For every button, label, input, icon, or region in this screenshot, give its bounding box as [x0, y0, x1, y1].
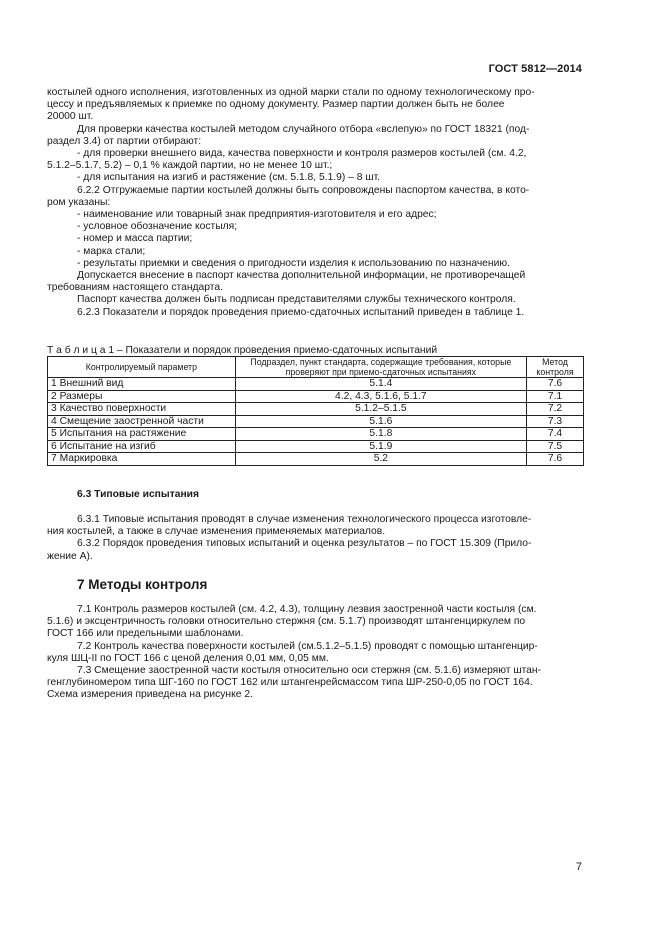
section-7-text: [47, 604, 583, 702]
section-6-3-text: [47, 514, 583, 563]
text-line: требованиям настоящего стандарта.: [47, 282, 223, 294]
cell-param: 6 Испытание на изгиб: [48, 440, 236, 453]
text-line: Допускается внесение в паспорт качества дополнительной информации, не противоречащей: [77, 270, 526, 282]
table-row: [48, 415, 584, 428]
cell-method: 7.3: [527, 415, 584, 428]
table-row: [48, 453, 584, 466]
cell-method: 7.1: [527, 390, 584, 403]
text-line: 7.2 Контроль качества поверхности костылей (см.5.1.2–5.1.5) проводят с помощью штангенцир-: [77, 640, 538, 652]
cell-param: 7 Маркировка: [48, 453, 236, 466]
header-param: Контролируемый параметр: [48, 357, 236, 378]
text-line: ГОСТ 166 или предельными шаблонами.: [47, 628, 244, 640]
text-line: генглубиномером типа ШГ-160 по ГОСТ 162 или штангенрейсмассом типа ШР-250-0,05 по ГОСТ 164.: [47, 677, 533, 689]
text-line: 7.3 Смещение заостренной части костыля относительно оси стержня (см. 5.1.6) измеряют штан-: [77, 665, 542, 677]
cell-clause: 5.1.9: [235, 440, 526, 453]
text-line: - условное обозначение костыля;: [77, 221, 238, 233]
cell-method: 7.4: [527, 428, 584, 441]
text-line: - наименование или товарный знак предприятия-изготовителя и его адрес;: [77, 209, 437, 221]
text-line: 5.1.6) и эксцентричность головки относительно стержня (см. 5.1.7) производят штангенциркулем по: [47, 616, 526, 628]
text-line: - марка стали;: [77, 245, 146, 257]
acceptance-tests-table: [47, 356, 584, 466]
text-line: - для испытания на изгиб и растяжение (см. 5.1.8, 5.1.9) – 8 шт.: [77, 172, 381, 184]
cell-param: 1 Внешний вид: [48, 378, 236, 391]
text-line: 6.2.3 Показатели и порядок проведения приемо-сдаточных испытаний приведен в таблице 1.: [77, 306, 525, 318]
text-line: раздел 3.4) от партии отбирают:: [47, 135, 202, 147]
table-row: [48, 390, 584, 403]
table-row: [48, 440, 584, 453]
cell-method: 7.6: [527, 378, 584, 391]
cell-clause: 5.1.6: [235, 415, 526, 428]
text-line: - номер и масса партии;: [77, 233, 193, 245]
text-line: 20000 шт.: [47, 111, 94, 123]
cell-param: 2 Размеры: [48, 390, 236, 403]
text-line: цессу и предъявляемых к приемке по одному документу. Размер партии должен быть не более: [47, 99, 505, 111]
table-row: [48, 378, 584, 391]
section-7-heading: 7 Методы контроля: [77, 577, 208, 592]
text-line: жение А).: [47, 550, 93, 562]
text-line: 6.3.1 Типовые испытания проводят в случае изменения технологического процесса изготовле-: [77, 514, 532, 525]
text-line: 5.1.2–5.1.7, 5.2) – 0,1 % каждой партии, но не менее 10 шт.;: [47, 160, 333, 172]
text-line: костылей одного исполнения, изготовленных из одной марки стали по одному технологическому про-: [47, 87, 535, 98]
cell-clause: 5.1.8: [235, 428, 526, 441]
cell-clause: 4.2, 4.3, 5.1.6, 5.1.7: [235, 390, 526, 403]
text-line: ром указаны:: [47, 196, 111, 208]
table-row: [48, 428, 584, 441]
cell-clause: 5.2: [235, 453, 526, 466]
cell-method: 7.6: [527, 453, 584, 466]
text-line: Схема измерения приведена на рисунке 2.: [47, 689, 253, 701]
text-line: 6.3.2 Порядок проведения типовых испытаний и оценка результатов – по ГОСТ 15.309 (Прило-: [77, 538, 532, 550]
table-row: [48, 403, 584, 416]
cell-method: 7.5: [527, 440, 584, 453]
section-6-3-heading: 6.3 Типовые испытания: [77, 489, 200, 500]
text-line: Паспорт качества должен быть подписан представителями службы технического контроля.: [77, 294, 516, 306]
cell-clause: 5.1.4: [235, 378, 526, 391]
text-line: Для проверки качества костылей методом случайного отбора «вслепую» по ГОСТ 18321 (под-: [77, 123, 530, 135]
table-caption: Т а б л и ц а 1 – Показатели и порядок проведения приемо-сдаточных испытаний: [47, 345, 438, 356]
text-line: 7.1 Контроль размеров костылей (см. 4.2, 4.3), толщину лезвия заостренной части костыля (см.: [77, 604, 537, 615]
text-line: ния костылей, а также в случае изменения применяемых материалов.: [47, 526, 386, 538]
cell-param: 5 Испытания на растяжение: [48, 428, 236, 441]
text-line: - результаты приемки и сведения о пригодности изделия к использованию по назначению.: [77, 257, 510, 269]
page-number: 7: [575, 861, 582, 873]
doc-header-id: ГОСТ 5812—2014: [488, 63, 582, 75]
cell-clause: 5.1.2–5.1.5: [235, 403, 526, 416]
intro-text: [47, 87, 583, 319]
text-line: куля ШЦ-II по ГОСТ 166 с ценой деления 0,01 мм, 0,05 мм.: [47, 652, 329, 664]
header-clause: Подраздел, пункт стандарта, содержащие требования, которые проверяют при приемо-сдаточных испытаниях: [235, 357, 526, 378]
cell-param: 3 Качество поверхности: [48, 403, 236, 416]
table-header-row: [48, 357, 584, 378]
text-line: 6.2.2 Отгружаемые партии костылей должны быть сопровождены паспортом качества, в кото-: [77, 184, 530, 196]
cell-method: 7.2: [527, 403, 584, 416]
text-line: - для проверки внешнего вида, качества поверхности и контроля размеров костылей (см. 4.2,: [77, 148, 527, 160]
header-method: Метод контроля: [527, 357, 584, 378]
cell-param: 4 Смещение заостренной части: [48, 415, 236, 428]
